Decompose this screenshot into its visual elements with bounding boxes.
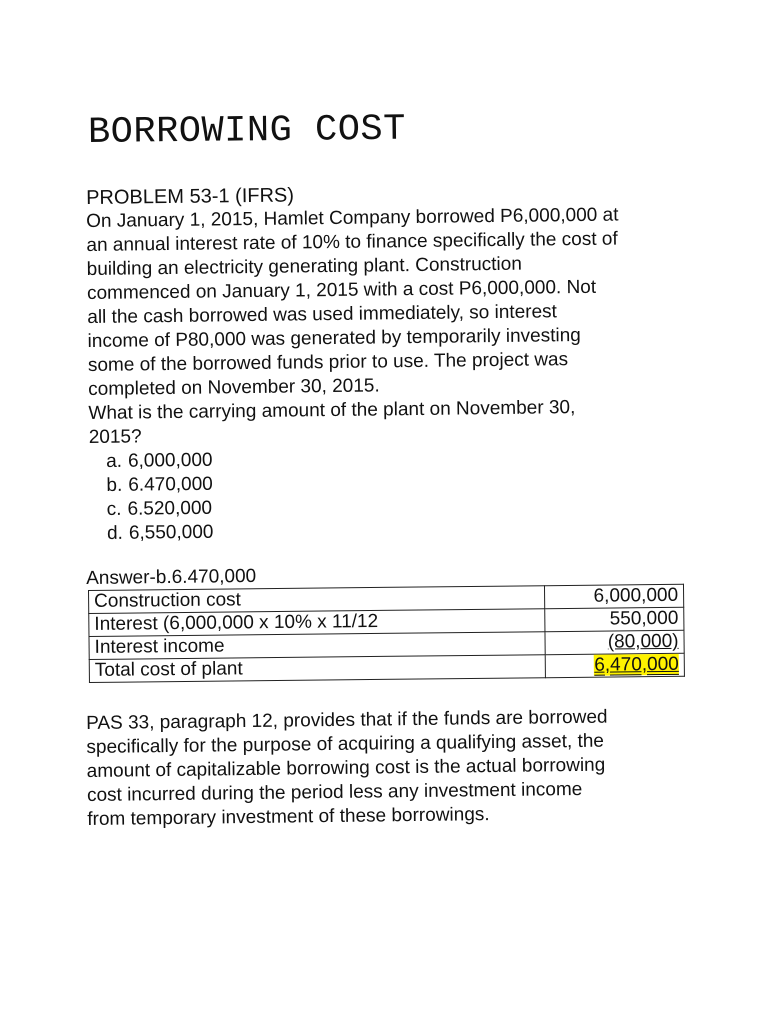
problem-line: some of the borrowed funds prior to use. The project was xyxy=(87,349,569,376)
row-amount: 550,000 xyxy=(545,607,684,631)
row-amount xyxy=(545,630,684,654)
choice-value: 6.520,000 xyxy=(127,497,213,520)
answer-choices xyxy=(106,449,214,546)
choice-c xyxy=(107,497,214,522)
problem-heading: PROBLEM 53-1 (IFRS) xyxy=(86,184,295,209)
problem-line: completed on November 30, 2015. xyxy=(88,375,380,400)
pas-line: cost incurred during the period less any investment income xyxy=(86,778,583,806)
pas-line: from temporary investment of these borrowings. xyxy=(87,804,490,830)
row-amount: 6,000,000 xyxy=(544,584,683,608)
problem-line: all the cash borrowed was used immediately, so interest xyxy=(87,301,558,328)
problem-line: building an electricity generating plant. Construction xyxy=(86,253,522,280)
choice-letter: d. xyxy=(106,522,124,544)
row-label: Total cost of plant xyxy=(89,655,545,683)
row-label: Interest income xyxy=(89,632,545,660)
choice-letter: a. xyxy=(106,450,123,472)
problem-line: an annual interest rate of 10% to finance specifically the cost of xyxy=(86,228,618,256)
problem-line: income of P80,000 was generated by temporarily investing xyxy=(87,324,581,352)
highlighted-total: 6,470,000 xyxy=(594,653,679,676)
pas-line: amount of capitalizable borrowing cost is the actual borrowing xyxy=(86,754,606,782)
underlined-amount: (80,000) xyxy=(607,630,679,653)
choice-value: 6,000,000 xyxy=(127,449,213,472)
answer-line: Answer-b.6.470,000 xyxy=(86,565,257,589)
choice-letter: c. xyxy=(106,498,122,520)
choice-a xyxy=(106,449,213,474)
question-line: What is the carrying amount of the plant on November 30, xyxy=(88,397,576,424)
question-line: 2015? xyxy=(88,426,142,448)
row-label: Construction cost xyxy=(89,586,545,614)
choice-b xyxy=(106,473,213,498)
pas-line: PAS 33, paragraph 12, provides that if the funds are borrowed xyxy=(86,706,608,734)
row-label: Interest (6,000,000 x 10% x 11/12 xyxy=(89,609,545,637)
cost-table xyxy=(88,584,685,683)
problem-text xyxy=(86,203,699,450)
pas-line: specifically for the purpose of acquiring a qualifying asset, the xyxy=(86,730,605,758)
choice-value: 6.470,000 xyxy=(128,473,213,496)
choice-letter: b. xyxy=(106,474,123,496)
choice-value: 6,550,000 xyxy=(128,521,214,544)
pas-note xyxy=(86,705,697,832)
page-title: BORROWING COST xyxy=(87,108,407,154)
problem-line: On January 1, 2015, Hamlet Company borrowed P6,000,000 at xyxy=(86,204,619,232)
choice-d xyxy=(107,521,214,546)
problem-line: commenced on January 1, 2015 with a cost P6,000,000. Not xyxy=(86,276,597,304)
row-amount xyxy=(545,653,684,677)
table-row-total xyxy=(89,653,684,682)
